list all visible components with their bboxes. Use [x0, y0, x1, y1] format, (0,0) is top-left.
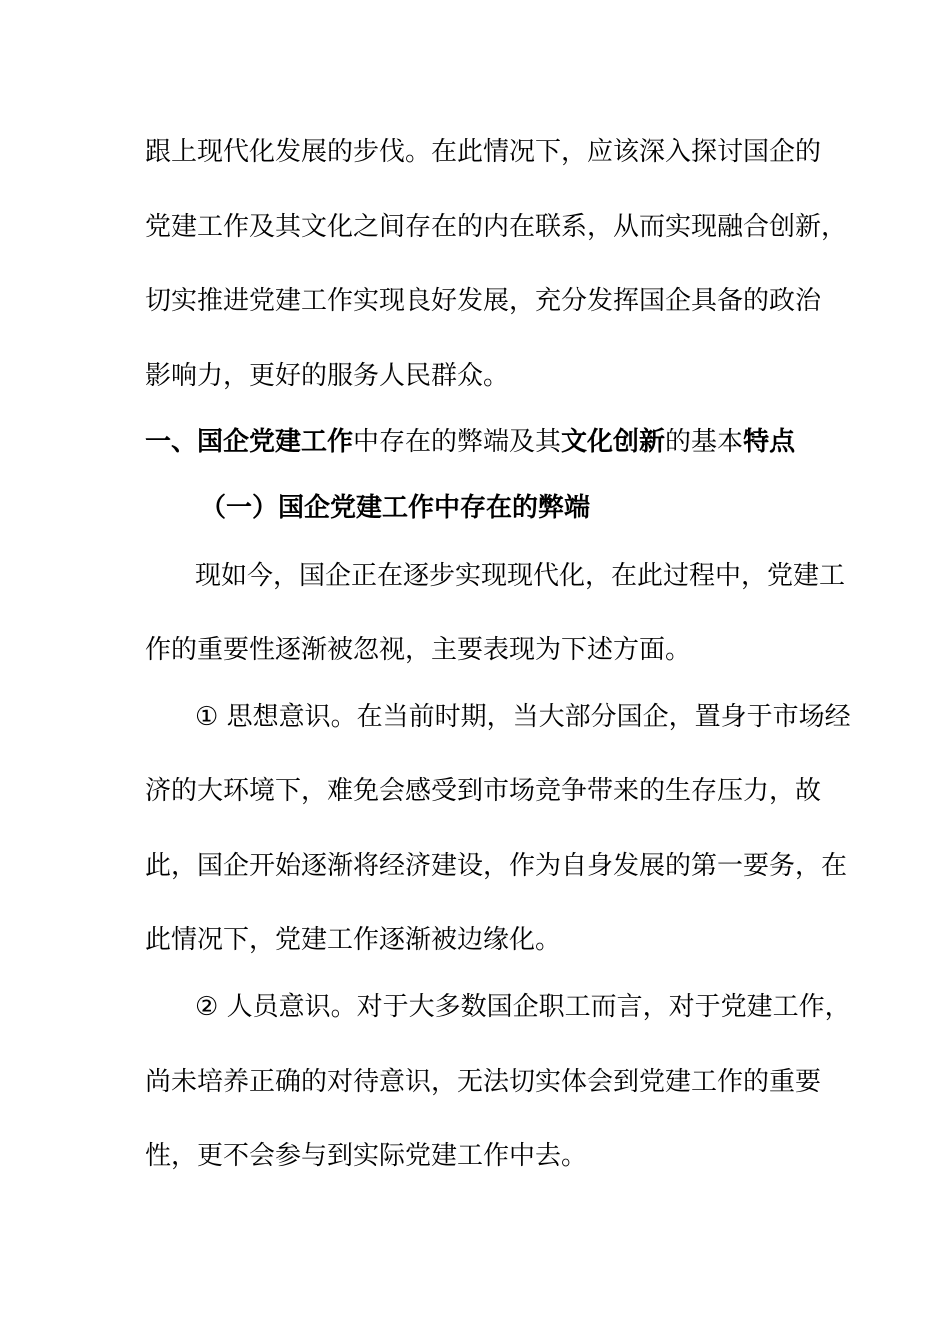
- para2-line-1: ① 思想意识。在当前时期，当大部分国企，置身于市场经: [195, 702, 851, 732]
- para3-line-2: 尚未培养正确的对待意识，无法切实体会到党建工作的重要: [145, 1067, 822, 1097]
- intro-line-1: 跟上现代化发展的步伐。在此情况下，应该深入探讨国企的: [145, 137, 822, 167]
- heading1-part5: 特点: [743, 427, 796, 457]
- para2-line-3: 此，国企开始逐渐将经济建设，作为自身发展的第一要务，在: [145, 851, 848, 881]
- subsection-heading-1: （一）国企党建工作中存在的弊端: [200, 493, 591, 523]
- heading1-part2: 中存在的弊端及其: [353, 427, 562, 457]
- para1-line-1: 现如今，国企正在逐步实现现代化，在此过程中，党建工: [195, 561, 846, 591]
- section-heading-1: [145, 424, 825, 460]
- para3-line-1: ② 人员意识。对于大多数国企职工而言，对于党建工作，: [195, 992, 851, 1022]
- para2-line-4: 此情况下，党建工作逐渐被边缘化。: [145, 925, 562, 955]
- heading1-part4: 的基本: [665, 427, 744, 457]
- para2-line-2: 济的大环境下，难免会感受到市场竞争带来的生存压力，故: [145, 776, 822, 806]
- para1-line-2: 作的重要性逐渐被忽视，主要表现为下述方面。: [145, 635, 692, 665]
- intro-line-4: 影响力，更好的服务人民群众。: [145, 361, 510, 391]
- heading1-part3: 文化创新: [561, 427, 666, 457]
- heading1-part1: 一、国企党建工作: [145, 427, 354, 457]
- para3-line-3: 性，更不会参与到实际党建工作中去。: [145, 1141, 588, 1171]
- intro-line-2: 党建工作及其文化之间存在的内在联系，从而实现融合创新，: [145, 212, 848, 242]
- intro-line-3: 切实推进党建工作实现良好发展，充分发挥国企具备的政治: [145, 286, 822, 316]
